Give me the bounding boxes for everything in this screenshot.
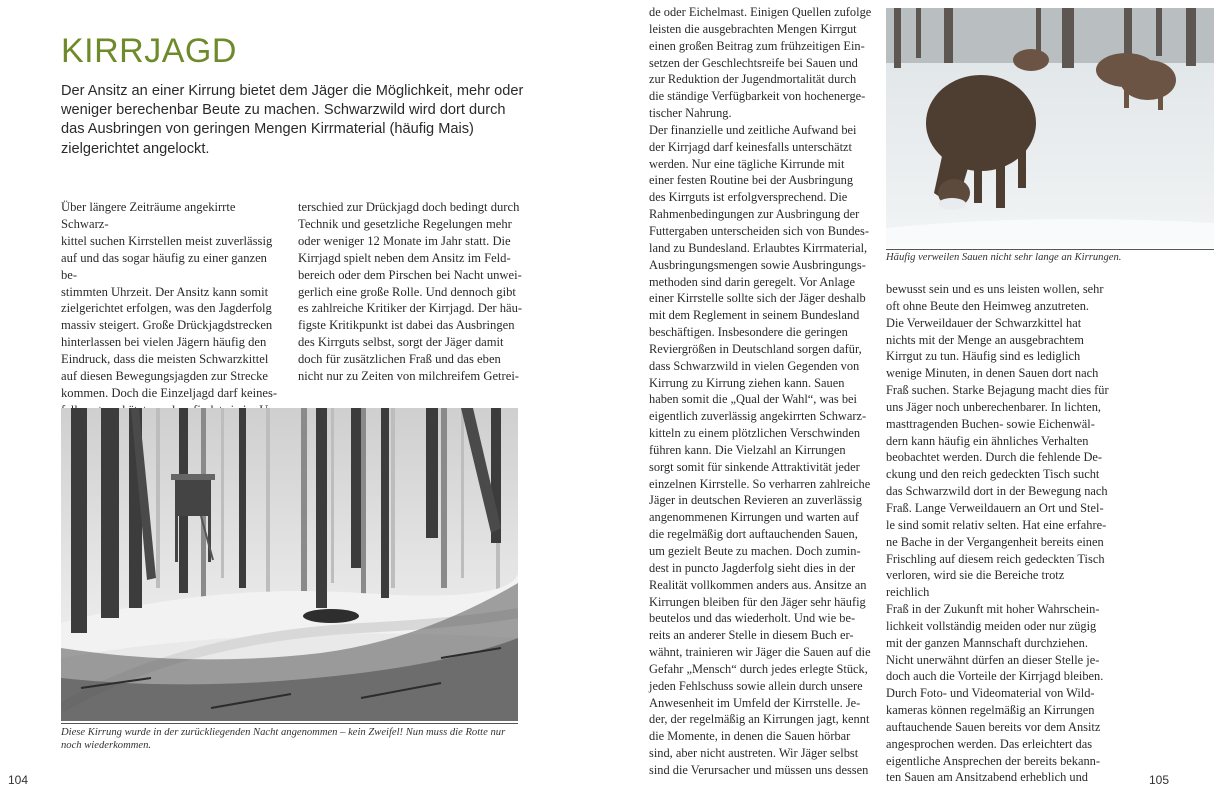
right-page-column-2: bewusst sein und es uns leisten wollen, sehr oft ohne Beute den Heimweg anzutreten. Die Verweildauer der Schwarzkittel hat nichts mit der Menge an ausgebrachtem Kirrgut zu tun. Häufig sind es lediglich wenige Minuten, in denen Sauen dort nach Fraß suchen. Starke Bejagung macht dies für uns Jäger noch unberechenbarer. In lichten, masttragenden Buchen- sowie Eichenwäl- dern kann häufig ein ähnliches Verhalten beobachtet werden. Durch die fehlende De- ckung und den reich gedeckten Tisch sucht das Schwarzwild dort in der Bewegung nach Fraß. Lange Verweildauern an Ort und Stel- le sind somit relativ selten. Hat eine erfahre- ne Bache in der Vergangenheit bereits einen Frischling auf diesem reich gedeckten Tisch verloren, wird sie die Bereiche trotz reichlich Fraß in der Zukunft mit hoher Wahrschein- lichkeit vollständig meiden oder nur zügig mit der ganzen Mannschaft durchziehen. Nicht unerwähnt dürfen an dieser Stelle je- doch auch die Vorteile der Kirrjagd bleiben. Durch Foto- und Videomaterial von Wild- kameras können regelmäßig an Kirrungen auftauchende Sauen bereits vor dem Ansitz angesprochen werden. Das erleichtert das eigentliche Ansprechen der bereits bekann- ten Sauen am Ansitzabend erheblich und — [886, 282, 1109, 785]
chapter-title: KIRRJAGD — [61, 32, 237, 70]
forest-photo-caption: Diese Kirrung wurde in der zurückliegenden Nacht angenommen – kein Zweifel! Nun muss die Rotte nur noch wiederkommen. — [61, 727, 506, 752]
lead-paragraph: Der Ansitz an einer Kirrung bietet dem Jäger die Möglichkeit, mehr oder weniger berechenbar Beute zu machen. Schwarzwild wird dort durch das Ausbringen von geringen Mengen Kirrmaterial (häufig Mais) zielgerichtet angelockt. — [61, 83, 524, 157]
page-number-left: 104 — [8, 773, 29, 787]
left-page-column-1: Über längere Zeiträume angekirrte Schwarz- kittel suchen Kirrstellen meist zuverlässig auf und das sogar häufig zu einer ganzen be- stimmten Uhrzeit. Der Ansitz kann somit zielgerichtet erfolgen, was den Jagderfolg massiv steigert. Große Drückjagdstrecken hinterlassen bei vielen Jägern häufig den Eindruck, dass die meisten Schwarzkittel auf diesen Bewegungsjagden zur Strecke kommen. Doch die Einzeljagd darf keines- — [61, 200, 278, 400]
page-number-right: 105 — [1149, 773, 1170, 787]
left-page-column-2: terschied zur Drückjagd doch bedingt durch Technik und gesetzliche Regelungen mehr oder weniger 12 Monate im Jahr statt. Die Kirrjagd spielt neben dem Ansitz im Feld- bereich oder dem Pirschen bei Nacht unwei- gerlich eine große Rolle. Und dennoch gibt es zahlreiche Kritiker der Kirrjagd. Der häu- figste Kritikpunkt ist dabei das Ausbringen des Kirrguts selbst, sorgt der Jäger damit doch für zusätzlichen Fraß und das eben nicht nur zu Zeiten von milchreifem Getrei- — [298, 200, 523, 384]
wild-boar-photo — [886, 8, 1214, 248]
caption-rule-right — [886, 249, 1214, 250]
boar-photo-caption: Häufig verweilen Sauen nicht sehr lange an Kirrungen. — [886, 252, 1122, 263]
forest-kirrung-photo — [61, 408, 518, 721]
right-page-column-1: de oder Eichelmast. Einigen Quellen zufolge leisten die ausgebrachten Mengen Kirrgut einen großen Beitrag zum frühzeitigen Ein- setzen der Geschlechtsreife bei Sauen und zur Reduktion der Jugendmortalität durch die ständige Verfügbarkeit von hochenerge- tischer Nahrung. Der finanzielle und zeitliche Aufwand bei der Kirrjagd darf keinesfalls unterschätzt werden. Nur eine tägliche Kirrunde mit einer festen Routine bei der Ausbringung des Kirrguts ist erfolgversprechend. Die Rahmenbedingungen zur Ausbringung der Futtergaben unterscheiden sich von Bundes- land zu Bundesland. Erlaubtes Kirrmaterial, Ausbringungsmengen sowie Ausbringungs- methoden sind darin geregelt. Vor Anlage einer Kirrstelle sollte sich der Jäger deshalb mit dem Reglement in seinem Bundesland beschäftigen. Insbesondere die geringen Reviergrößen in Deutschland sorgen dafür, dass Schwarzwild in vielen Gegenden von Kirrung zu Kirrung ziehen kann. Sauen haben somit die „Qual der Wahl“, was bei eigentlich zuverlässig angekirrten Schwarz- kitteln zu einem plötzlichen Verschwinden führen kann. Die Vielzahl an Kirrungen sorgt somit für sinkende Attraktivität jeder einzelnen Kirrstelle. So verharren zahlreiche Jäger in deutschen Revieren an zuverlässig angenommenen Kirrungen und warten auf die regelmäßig dort auftauchenden Sauen, um gezielt Beute zu machen. Doch zumin- dest in puncto Jagderfolg sieht dies in der Realität vollkommen anders aus. Ansitze an Kirrungen bleiben für den Jäger sehr häufig beutelos und das wiederholt. Und wie be- reits an anderer Stelle in diesem Buch er- wähnt, trainieren wir Jäger die Sauen auf die Gefahr „Mensch“ durch jedes erlegte Stück, jeden Fehlschuss sowie allein durch unsere Anwesenheit im Umfeld der Kirrstelle. Je- der, der regelmäßig an Kirrungen jagt, kennt die Momente, in denen die Sauen hörbar sind, aber nicht austreten. Wir Jäger selbst sind die Verursacher und müssen uns dessen — [649, 5, 872, 777]
caption-rule-left — [61, 723, 518, 724]
